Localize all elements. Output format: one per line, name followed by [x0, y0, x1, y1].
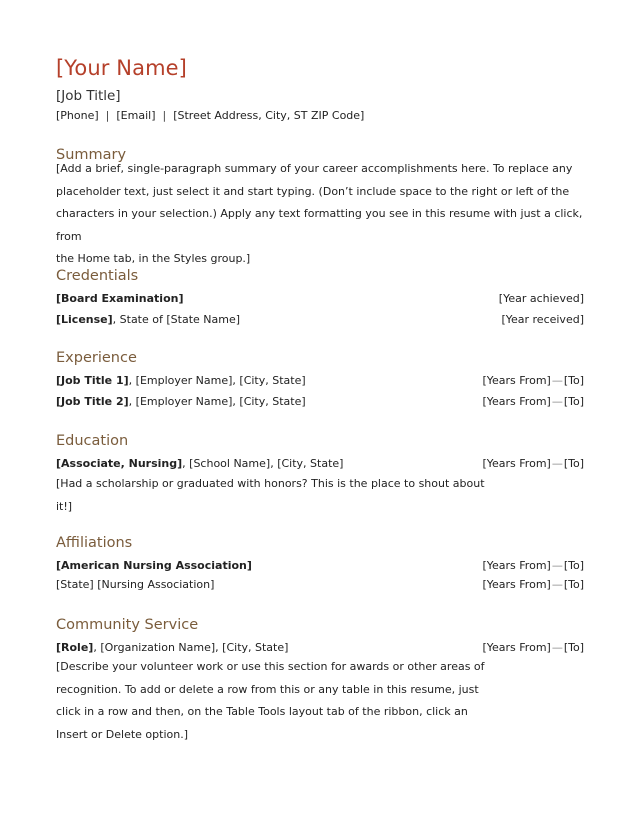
community-heading: Community Service — [56, 617, 199, 633]
date-dash: — — [551, 641, 563, 654]
date-dash: — — [551, 578, 563, 591]
community-detail: , [Organization Name], [City, State] — [93, 641, 289, 654]
community-line: Insert or Delete option.] — [56, 727, 189, 741]
community-line: recognition. To add or delete a row from this or any table in this resume, just — [56, 682, 479, 696]
education-detail: , [School Name], [City, State] — [182, 457, 344, 470]
experience-row — [56, 395, 584, 408]
education-note — [56, 473, 485, 518]
experience-detail: , [Employer Name], [City, State] — [128, 374, 306, 387]
community-line: [Describe your volunteer work or use this section for awards or other areas of — [56, 660, 485, 673]
years-from: [Years From] — [482, 559, 551, 572]
credential-detail: , State of [State Name] — [112, 313, 241, 326]
resume-name: [Your Name] — [56, 56, 187, 80]
summary-paragraph — [56, 158, 584, 271]
affiliation-dates — [482, 559, 584, 572]
summary-line: placeholder text, just select it and start typing. (Don’t include space to the right or left of the — [56, 184, 570, 198]
education-note-line: [Had a scholarship or graduated with honors? This is the place to shout about — [56, 477, 485, 490]
affiliation-row — [56, 559, 584, 572]
credential-title: [Board Examination] — [56, 292, 184, 305]
education-degree: [Associate, Nursing] — [56, 457, 183, 470]
resume-job-title: [Job Title] — [56, 88, 121, 104]
years-to: [To] — [563, 457, 584, 470]
education-note-line: it!] — [56, 499, 73, 513]
date-dash: — — [551, 457, 563, 470]
experience-row — [56, 374, 584, 387]
summary-line: [Add a brief, single-paragraph summary of your career accomplishments here. To replace any — [56, 162, 573, 175]
credential-year: [Year achieved] — [498, 292, 584, 305]
credential-row — [56, 292, 584, 305]
community-description — [56, 656, 485, 746]
summary-heading: Summary — [56, 147, 127, 163]
years-from: [Years From] — [482, 457, 551, 470]
date-dash: — — [551, 374, 563, 387]
contact-line — [56, 109, 364, 122]
credential-year: [Year received] — [501, 313, 584, 326]
education-dates — [482, 457, 584, 470]
years-from: [Years From] — [482, 641, 551, 654]
experience-title: [Job Title 1] — [56, 374, 129, 387]
experience-title: [Job Title 2] — [56, 395, 129, 408]
credential-row — [56, 313, 584, 326]
years-to: [To] — [563, 578, 584, 591]
credentials-heading: Credentials — [56, 268, 139, 284]
years-to: [To] — [563, 395, 584, 408]
summary-line: characters in your selection.) Apply any text formatting you see in this resume with just a click, from — [56, 207, 583, 243]
affiliation-title: [American Nursing Association] — [56, 559, 252, 572]
experience-dates — [482, 374, 584, 387]
years-from: [Years From] — [482, 578, 551, 591]
affiliation-row — [56, 578, 584, 591]
community-role: [Role] — [56, 641, 94, 654]
date-dash: — — [551, 559, 563, 572]
contact-email: [Email] — [116, 109, 156, 122]
contact-separator: | — [105, 109, 110, 122]
years-to: [To] — [563, 374, 584, 387]
experience-detail: , [Employer Name], [City, State] — [128, 395, 306, 408]
summary-line: the Home tab, in the Styles group.] — [56, 252, 251, 265]
affiliation-dates — [482, 578, 584, 591]
contact-separator: | — [162, 109, 167, 122]
experience-heading: Experience — [56, 350, 137, 366]
contact-address: [Street Address, City, ST ZIP Code] — [173, 109, 365, 122]
date-dash: — — [551, 395, 563, 408]
community-dates — [482, 641, 584, 654]
community-line: click in a row and then, on the Table Tools layout tab of the ribbon, click an — [56, 705, 468, 718]
years-from: [Years From] — [482, 374, 551, 387]
years-to: [To] — [563, 559, 584, 572]
years-to: [To] — [563, 641, 584, 654]
affiliation-detail: [State] [Nursing Association] — [56, 578, 215, 591]
community-row — [56, 641, 584, 654]
years-from: [Years From] — [482, 395, 551, 408]
credential-title: [License] — [56, 313, 113, 326]
education-heading: Education — [56, 433, 129, 449]
education-row — [56, 457, 584, 470]
affiliations-heading: Affiliations — [56, 535, 133, 551]
contact-phone: [Phone] — [56, 109, 99, 122]
experience-dates — [482, 395, 584, 408]
